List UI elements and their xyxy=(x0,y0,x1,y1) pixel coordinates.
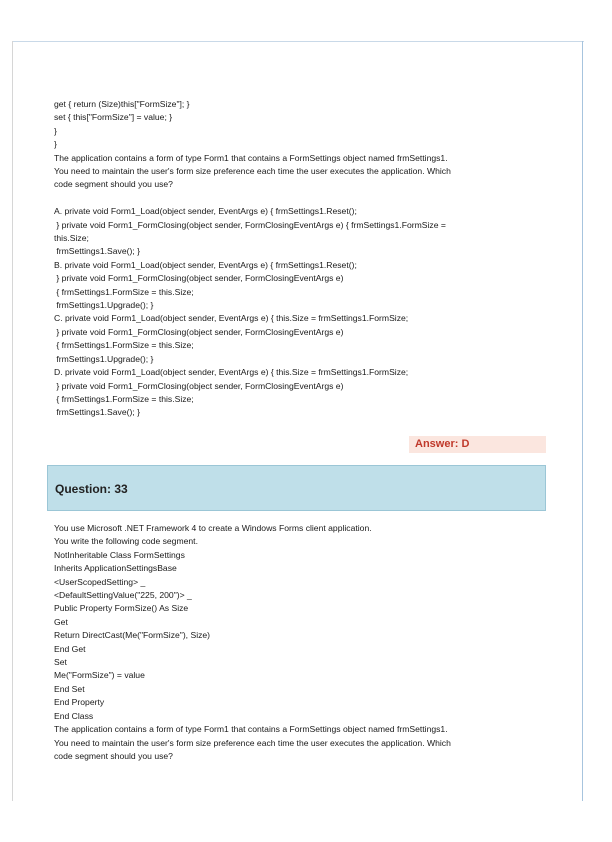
page-left-rule xyxy=(12,41,13,801)
option-d: D. private void Form1_Load(object sender, EventArgs e) { this.Size = frmSettings1.FormSize; xyxy=(54,367,409,378)
text-line: You need to maintain the user's form size preference each time the user executes the application. Which xyxy=(54,166,451,177)
code-line: End Class xyxy=(54,710,94,721)
option-d-line: } private void Form1_FormClosing(object sender, FormClosingEventArgs e) xyxy=(54,380,344,391)
code-line: NotInheritable Class FormSettings xyxy=(54,549,185,560)
code-line: Get xyxy=(54,616,68,627)
answer-badge: Answer: D xyxy=(409,436,546,453)
code-line: <UserScopedSetting> _ xyxy=(54,576,146,587)
code-line: <DefaultSettingValue("225, 200")> _ xyxy=(54,590,192,601)
code-line: Inherits ApplicationSettingsBase xyxy=(54,563,177,574)
code-line: End Set xyxy=(54,683,85,694)
question-32-content xyxy=(54,98,554,420)
option-d-line: { frmSettings1.FormSize = this.Size; xyxy=(54,393,194,404)
code-line: End Get xyxy=(54,643,86,654)
page-right-rule xyxy=(582,41,583,801)
option-a-line: } private void Form1_FormClosing(object sender, FormClosingEventArgs e) { frmSettings1.FormSize = xyxy=(54,219,446,230)
text-line: set { this["FormSize"] = value; } xyxy=(54,112,173,123)
code-line: Set xyxy=(54,657,67,668)
question-header xyxy=(47,465,546,511)
code-line: Return DirectCast(Me("FormSize"), Size) xyxy=(54,630,211,641)
text-line: code segment should you use? xyxy=(54,750,173,761)
option-b-line: { frmSettings1.FormSize = this.Size; xyxy=(54,286,194,297)
option-c-line: frmSettings1.Upgrade(); } xyxy=(54,353,154,364)
option-b-line: } private void Form1_FormClosing(object sender, FormClosingEventArgs e) xyxy=(54,273,344,284)
question-title: Question: 33 xyxy=(55,482,128,496)
text-line: You need to maintain the user's form size preference each time the user executes the application. Which xyxy=(54,737,451,748)
text-line: } xyxy=(54,125,57,136)
option-c: C. private void Form1_Load(object sender, EventArgs e) { this.Size = frmSettings1.FormSize; xyxy=(54,313,409,324)
option-a-line: this.Size; xyxy=(54,233,89,244)
code-line: Me("FormSize") = value xyxy=(54,670,145,681)
text-line: You write the following code segment. xyxy=(54,536,198,547)
option-c-line: } private void Form1_FormClosing(object sender, FormClosingEventArgs e) xyxy=(54,326,344,337)
option-a-line: frmSettings1.Save(); } xyxy=(54,246,140,257)
option-a: A. private void Form1_Load(object sender, EventArgs e) { frmSettings1.Reset(); xyxy=(54,206,357,217)
option-d-line: frmSettings1.Save(); } xyxy=(54,407,140,418)
text-line: } xyxy=(54,139,57,150)
text-line: The application contains a form of type Form1 that contains a FormSettings object named frmSettings1. xyxy=(54,724,448,735)
text-line: get { return (Size)this["FormSize"]; } xyxy=(54,99,190,109)
text-line: code segment should you use? xyxy=(54,179,173,190)
question-33-content xyxy=(54,522,554,763)
code-line: Public Property FormSize() As Size xyxy=(54,603,189,614)
blank-line xyxy=(54,192,554,205)
option-b-line: frmSettings1.Upgrade(); } xyxy=(54,300,154,311)
code-line: End Property xyxy=(54,697,105,708)
option-b: B. private void Form1_Load(object sender, EventArgs e) { frmSettings1.Reset(); xyxy=(54,259,357,270)
page-top-rule xyxy=(12,41,584,42)
text-line: You use Microsoft .NET Framework 4 to create a Windows Forms client application. xyxy=(54,523,372,533)
text-line: The application contains a form of type Form1 that contains a FormSettings object named frmSettings1. xyxy=(54,152,448,163)
option-c-line: { frmSettings1.FormSize = this.Size; xyxy=(54,340,194,351)
